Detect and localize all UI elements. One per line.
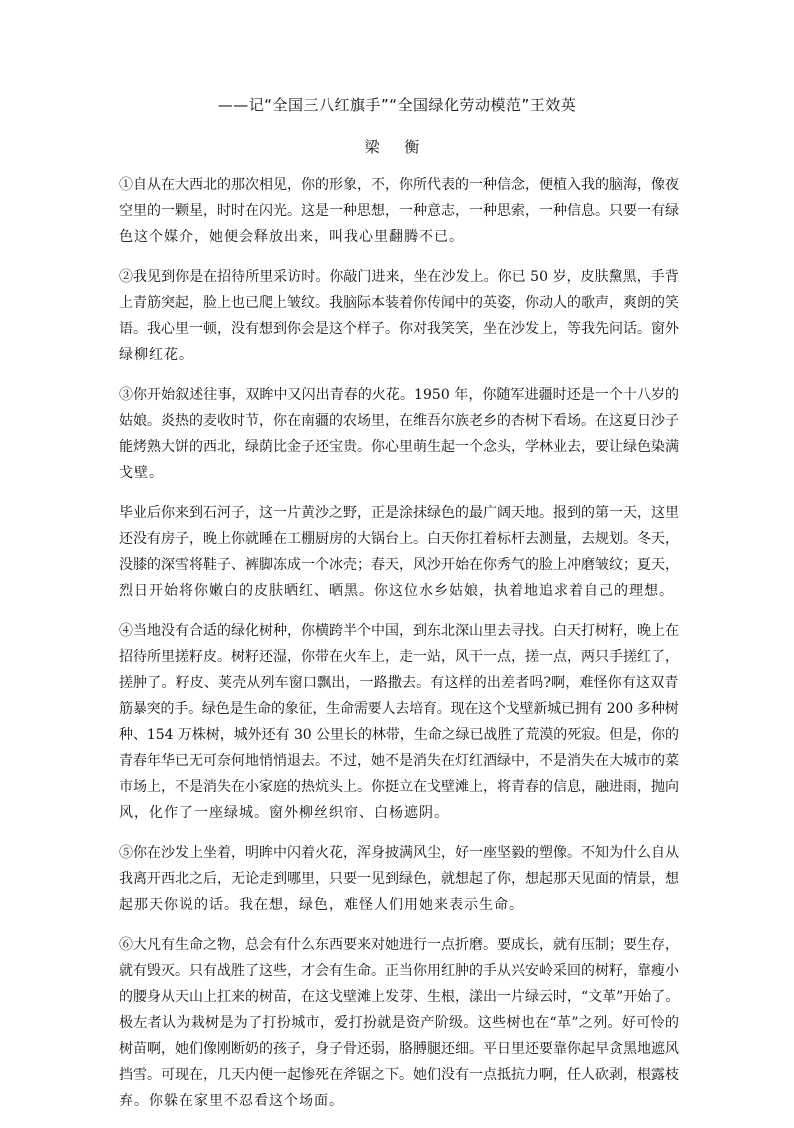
paragraph-line: 我离开西北之后，无论走到哪里，只要一见到绿色，就想起了你，想起那天见面的情景，想 <box>119 871 679 887</box>
paragraph-line: 戈壁。 <box>119 465 164 481</box>
paragraph <box>119 840 679 918</box>
paragraph-line: 弃。你躲在家里不忍看这个场面。 <box>119 1093 344 1109</box>
paragraph-line: ①自从在大西北的那次相见，你的形象，不，你所代表的一种信念，便植入我的脑海，像夜 <box>119 177 679 193</box>
paragraph-line: 能烤熟大饼的西北，绿荫比金子还宝贵。你心里萌生起一个念头，学林业去，要让绿色染满 <box>119 439 679 455</box>
paragraph <box>119 500 679 604</box>
paragraph <box>119 172 679 250</box>
article-body <box>119 172 679 1128</box>
paragraph-line: 的腰身从天山上扛来的树苗，在这戈壁滩上发芽、生根，漾出一片绿云时，“文革”开始了。 <box>119 989 679 1005</box>
paragraph-line: 语。我心里一顿，没有想到你会是这个样子。你对我笑笑，坐在沙发上，等我先问话。窗外 <box>119 321 679 337</box>
paragraph-line: ⑤你在沙发上坐着，明眸中闪着火花，浑身披满风尘，好一座坚毅的塑像。不知为什么自从 <box>119 845 679 861</box>
paragraph-line: 种、154 万株树，城外还有 30 公里长的林带，生命之绿已战胜了荒漠的死寂。但是，你的 <box>119 727 679 743</box>
paragraph-line: ③你开始叙述往事，双眸中又闪出青春的火花。1950 年，你随军进疆时还是一个十八岁的 <box>119 387 679 403</box>
paragraph-line: 树苗啊，她们像刚断奶的孩子，身子骨还弱，胳膊腿还细。平日里还要靠你起早贪黑地遮风 <box>119 1041 679 1057</box>
article-subtitle: ——记“全国三八红旗手”“全国绿化劳动模范”王效英 <box>217 96 577 114</box>
paragraph-line: 还没有房子，晚上你就睡在工棚厨房的大锅台上。白天你扛着标杆去测量，去规划。冬天， <box>119 531 679 547</box>
paragraph-line: 招待所里搓籽皮。树籽还湿，你带在火车上，走一站，风干一点，搓一点，两只手搓红了， <box>119 649 679 665</box>
paragraph <box>119 932 679 1114</box>
paragraph-line: 起那天你说的话。我在想，绿色，难怪人们用她来表示生命。 <box>119 897 524 913</box>
paragraph-line: 上青筋突起，脸上也已爬上皱纹。我脑际本装着你传闻中的英姿，你动人的歌声，爽朗的笑 <box>119 295 679 311</box>
paragraph-line: 色这个媒介，她便会释放出来，叫我心里翻腾不已。 <box>119 229 464 245</box>
article-author: 梁 衡 <box>364 138 430 156</box>
paragraph <box>119 382 679 486</box>
paragraph-line: 风，化作了一座绿城。窗外柳丝织帘、白杨遮阴。 <box>119 805 449 821</box>
paragraph-line: ④当地没有合适的绿化树种，你横跨半个中国，到东北深山里去寻找。白天打树籽，晚上在 <box>119 623 679 639</box>
paragraph-line: 筋暴突的手。绿色是生命的象征，生命需要人去培育。现在这个戈壁新城已拥有 200 多种树 <box>119 701 679 717</box>
paragraph-line: 极左者认为栽树是为了打扮城市，爱打扮就是资产阶级。这些树也在“革”之列。好可怜的 <box>119 1015 679 1031</box>
paragraph <box>119 264 679 368</box>
paragraph-line: ②我见到你是在招待所里采访时。你敲门进来，坐在沙发上。你已 50 岁，皮肤黧黑，手背 <box>119 269 679 285</box>
paragraph-line: 空里的一颗星，时时在闪光。这是一种思想，一种意志，一种思索，一种信息。只要一有绿 <box>119 203 679 219</box>
paragraph-line: 绿柳红花。 <box>119 347 194 363</box>
paragraph-line: ⑥大凡有生命之物，总会有什么东西要来对她进行一点折磨。要成长，就有压制；要生存， <box>119 937 679 953</box>
paragraph-line: 搓肿了。籽皮、荚壳从列车窗口飘出，一路撒去。有这样的出差者吗?啊，难怪你有这双青 <box>119 675 679 691</box>
paragraph-line: 姑娘。炎热的麦收时节，你在南疆的农场里，在维吾尔族老乡的杏树下看场。在这夏日沙子 <box>119 413 679 429</box>
paragraph-line: 市场上，不是消失在小家庭的热炕头上。你挺立在戈壁滩上，将青春的信息，融进雨，抛向 <box>119 779 679 795</box>
paragraph-line: 毕业后你来到石河子，这一片黄沙之野，正是涂抹绿色的最广阔天地。报到的第一天，这里 <box>119 505 679 521</box>
paragraph-line: 挡雪。可现在，几天内便一起惨死在斧锯之下。她们没有一点抵抗力啊，任人砍剥，根露枝 <box>119 1067 679 1083</box>
paragraph-line: 就有毁灭。只有战胜了这些，才会有生命。正当你用红肿的手从兴安岭采回的树籽，靠瘦小 <box>119 963 679 979</box>
paragraph-line: 没膝的深雪将鞋子、裤脚冻成一个冰壳；春天，风沙开始在你秀气的脸上冲磨皱纹；夏天， <box>119 557 679 573</box>
paragraph <box>119 618 679 826</box>
paragraph-line: 烈日开始将你嫩白的皮肤晒红、晒黑。你这位水乡姑娘，执着地追求着自己的理想。 <box>119 583 674 599</box>
paragraph-line: 青春年华已无可奈何地悄悄退去。不过，她不是消失在灯红酒绿中，不是消失在大城市的菜 <box>119 753 679 769</box>
